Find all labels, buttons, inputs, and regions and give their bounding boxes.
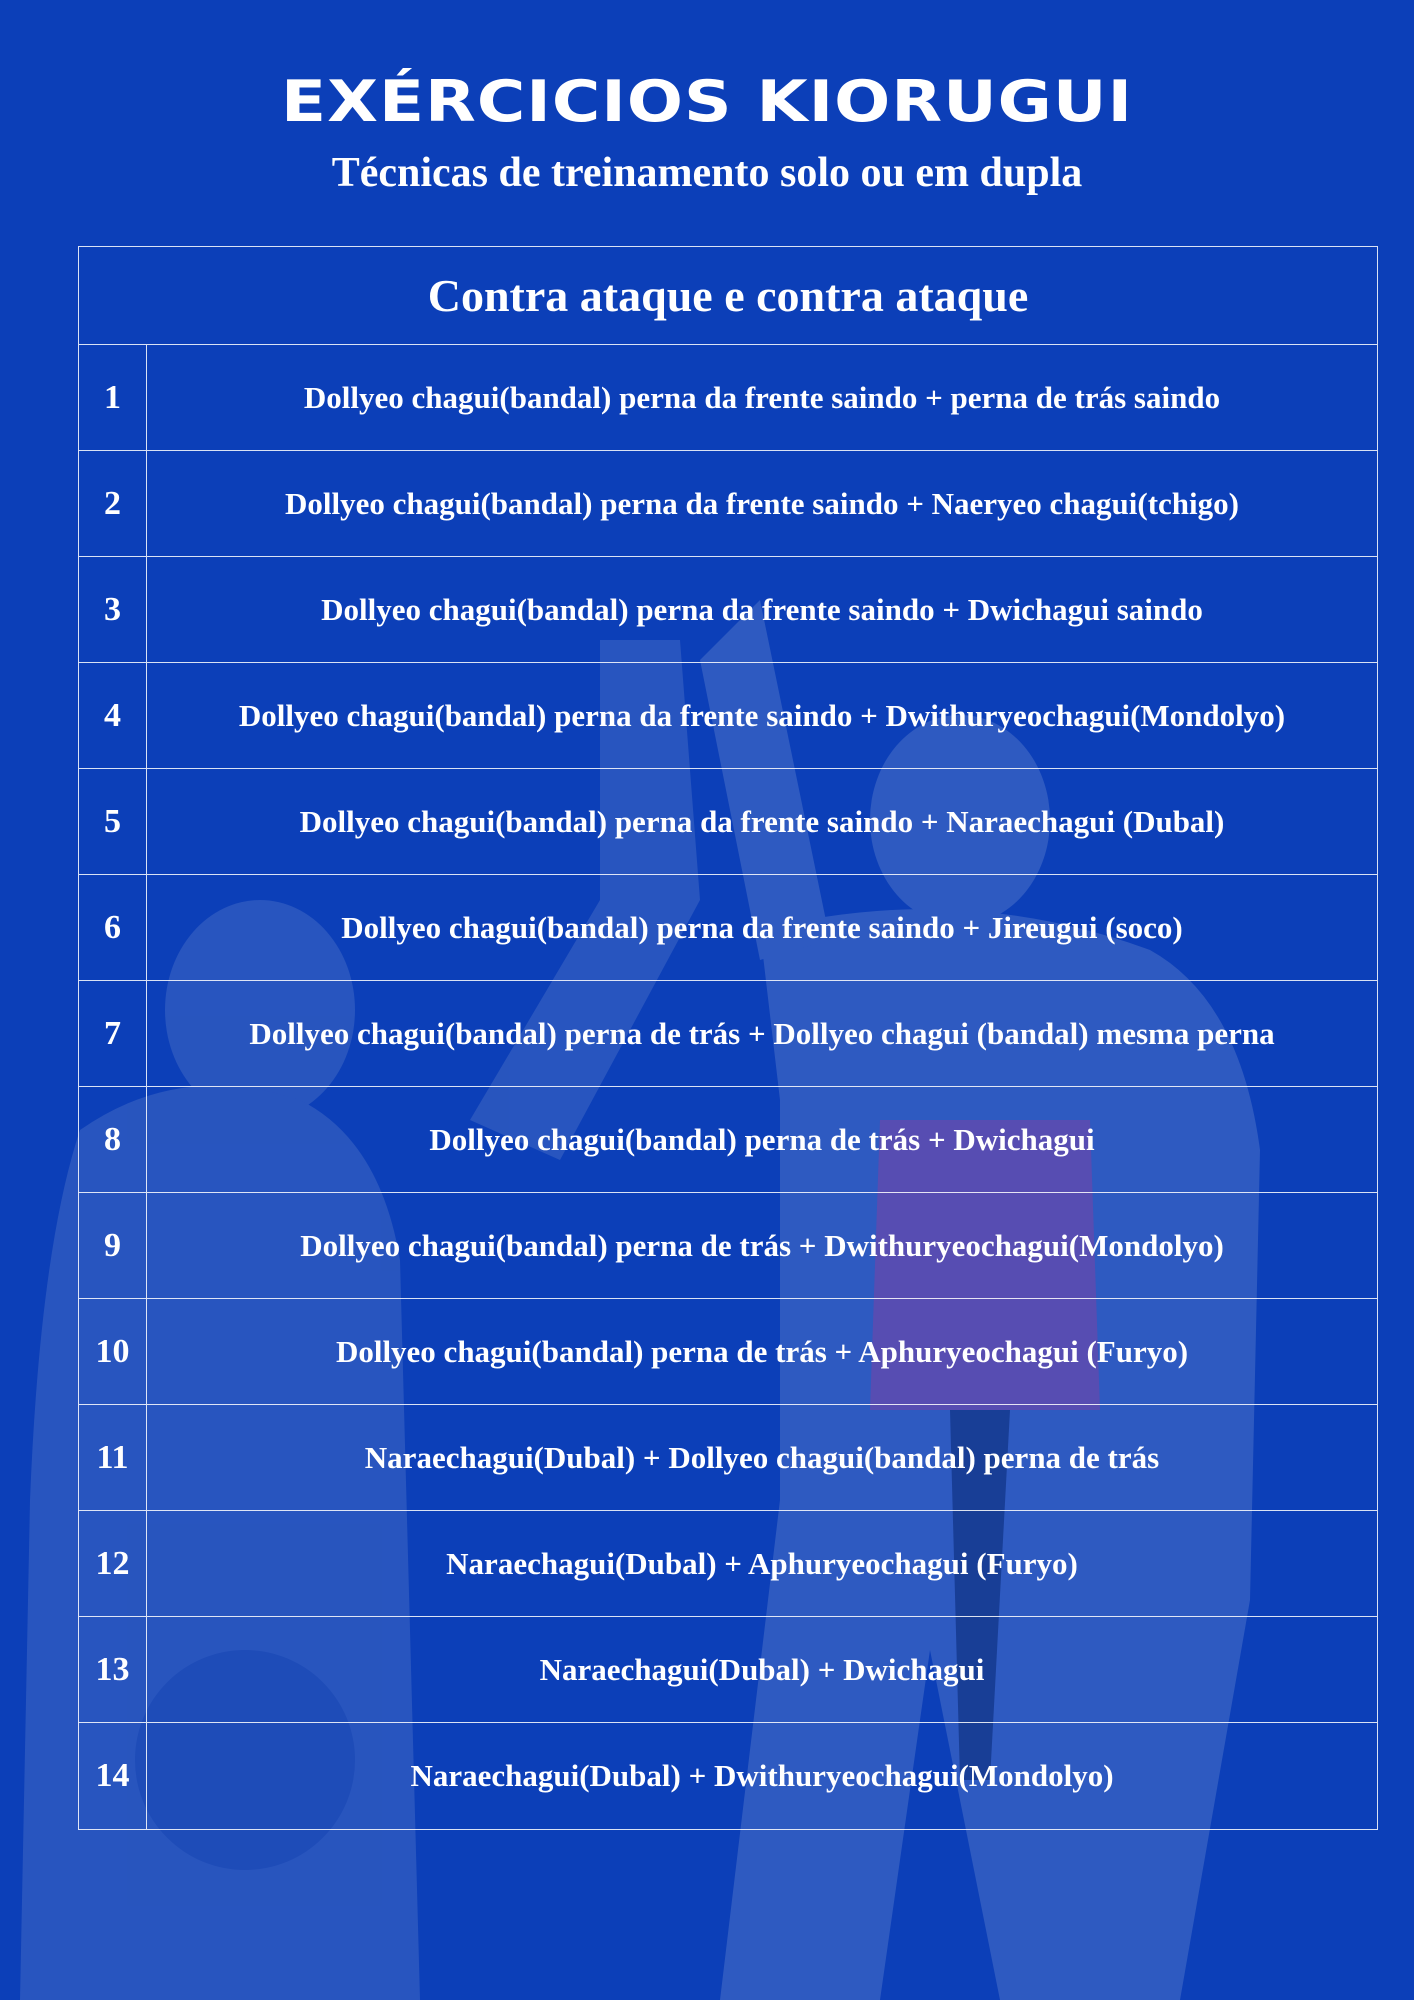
row-exercise: Dollyeo chagui(bandal) perna da frente saindo + perna de trás saindo [303, 379, 1221, 415]
row-exercise: Dollyeo chagui(bandal) perna da frente saindo + Naeryeo chagui(tchigo) [285, 485, 1239, 521]
row-exercise: Naraechagui(Dubal) + Dwichagui [539, 1651, 985, 1687]
row-exercise: Dollyeo chagui(bandal) perna da frente saindo + Jireugui (soco) [341, 909, 1183, 945]
row-number: 4 [79, 663, 147, 768]
table-row [79, 1617, 1377, 1723]
table-row [79, 1193, 1377, 1299]
row-exercise: Dollyeo chagui(bandal) perna de trás + Dwithuryeochagui(Mondolyo) [300, 1227, 1224, 1263]
row-number: 6 [79, 875, 147, 980]
row-exercise: Dollyeo chagui(bandal) perna de trás + Aphuryeochagui (Furyo) [335, 1333, 1189, 1369]
row-number: 11 [79, 1405, 147, 1510]
row-exercise: Dollyeo chagui(bandal) perna de trás + Dwichagui [429, 1121, 1095, 1157]
row-exercise: Dollyeo chagui(bandal) perna de trás + Dollyeo chagui (bandal) mesma perna [249, 1015, 1275, 1051]
row-number: 1 [79, 345, 147, 450]
row-exercise: Naraechagui(Dubal) + Dollyeo chagui(bandal) perna de trás [364, 1439, 1160, 1475]
row-exercise: Dollyeo chagui(bandal) perna da frente saindo + Dwichagui saindo [321, 591, 1203, 627]
row-exercise: Dollyeo chagui(bandal) perna da frente saindo + Naraechagui (Dubal) [299, 803, 1225, 839]
row-exercise: Naraechagui(Dubal) + Aphuryeochagui (Furyo) [446, 1545, 1078, 1581]
row-exercise: Naraechagui(Dubal) + Dwithuryeochagui(Mondolyo) [410, 1758, 1114, 1793]
table-row [79, 1723, 1377, 1829]
page-title: EXÉRCICIOS KIORUGUI [280, 68, 1134, 135]
table-row [79, 451, 1377, 557]
row-number: 9 [79, 1193, 147, 1298]
row-number: 10 [79, 1299, 147, 1404]
row-number: 2 [79, 451, 147, 556]
table-heading: Contra ataque e contra ataque [79, 247, 1377, 345]
row-number: 14 [79, 1723, 147, 1829]
table-row [79, 769, 1377, 875]
row-number: 7 [79, 981, 147, 1086]
page-subtitle: Técnicas de treinamento solo ou em dupla [331, 150, 1083, 196]
row-number: 12 [79, 1511, 147, 1616]
row-number: 5 [79, 769, 147, 874]
table-row [79, 345, 1377, 451]
table-row [79, 557, 1377, 663]
table-row [79, 663, 1377, 769]
table-row [79, 875, 1377, 981]
table-row [79, 1511, 1377, 1617]
row-number: 3 [79, 557, 147, 662]
table-row [79, 981, 1377, 1087]
exercise-table [78, 246, 1378, 1830]
row-exercise: Dollyeo chagui(bandal) perna da frente saindo + Dwithuryeochagui(Mondolyo) [238, 697, 1286, 733]
table-row [79, 1087, 1377, 1193]
table-row [79, 1299, 1377, 1405]
row-number: 13 [79, 1617, 147, 1722]
table-row [79, 1405, 1377, 1511]
row-number: 8 [79, 1087, 147, 1192]
